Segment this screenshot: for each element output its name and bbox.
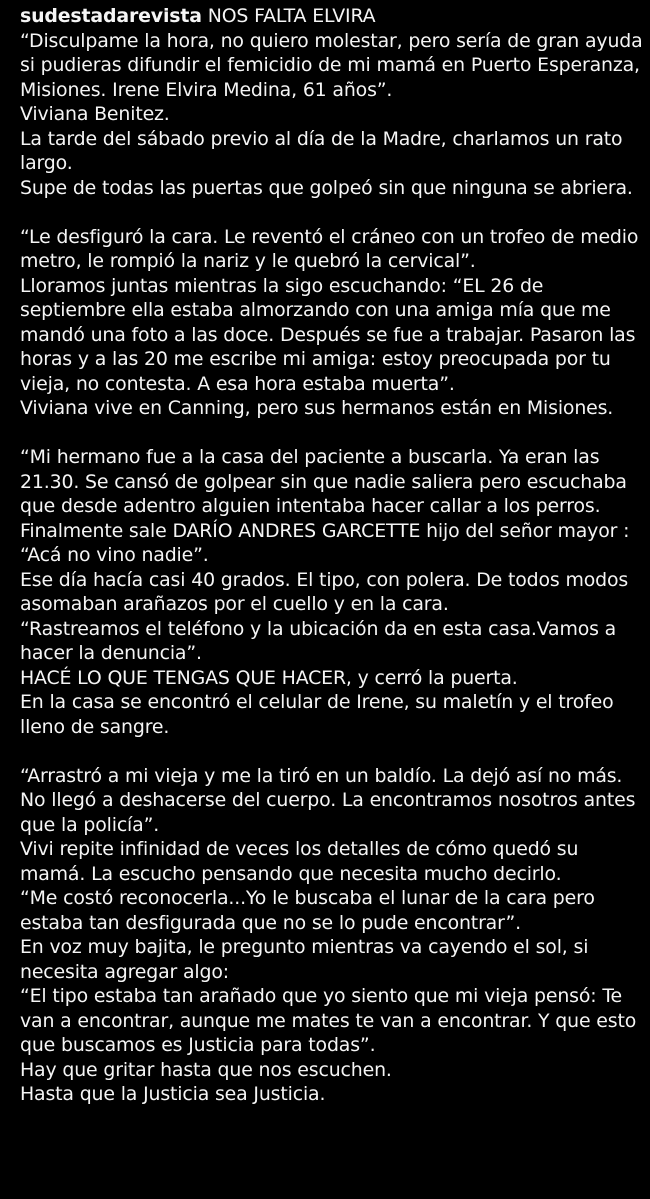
caption-line: “Disculpame la hora, no quiero molestar, pero sería de gran ayuda <box>20 29 643 52</box>
caption-line: Supe de todas las puertas que golpeó sin que ninguna se abriera. <box>20 176 633 199</box>
caption-line: “Arrastró a mi vieja y me la tiró en un baldío. La dejó así no más. <box>20 764 623 787</box>
caption-line: HACÉ LO QUE TENGAS QUE HACER, y cerró la puerta. <box>20 666 518 689</box>
caption-line: Hay que gritar hasta que nos escuchen. <box>20 1058 392 1081</box>
caption-line: En voz muy bajita, le pregunto mientras va cayendo el sol, si <box>20 936 589 958</box>
caption-line: metro, le rompió la nariz y le quebró la cervical”. <box>20 250 476 272</box>
paragraph-gap <box>20 739 644 764</box>
caption-line: “Le desfiguró la cara. Le reventó el cráneo con un trofeo de medio <box>20 225 639 248</box>
caption-line: largo. <box>20 152 73 174</box>
caption-line: mamá. La escucho pensando que necesita mucho decirlo. <box>20 862 562 885</box>
caption-line: Vivi repite infinidad de veces los detalles de cómo quedó su <box>20 838 579 860</box>
caption-line: necesita agregar algo: <box>20 960 229 983</box>
caption-line: septiembre ella estaba almorzando con una amiga mía que me <box>20 299 611 321</box>
caption-line: horas y a las 20 me escribe mi amiga: estoy preocupada por tu <box>20 348 611 370</box>
caption-line: No llegó a deshacerse del cuerpo. La encontramos nosotros antes <box>20 789 636 811</box>
username-link[interactable]: sudestadarevista <box>20 5 202 27</box>
caption-line: que la policía”. <box>20 813 160 836</box>
post-caption <box>20 4 644 1107</box>
caption-headline: NOS FALTA ELVIRA <box>207 5 376 27</box>
caption-line: asomaban arañazos por el cuello y en la cara. <box>20 593 449 615</box>
caption-line: La tarde del sábado previo al día de la Madre, charlamos un rato <box>20 127 623 150</box>
caption-line: Ese día hacía casi 40 grados. El tipo, con polera. De todos modos <box>20 568 629 591</box>
caption-line: vieja, no contesta. A esa hora estaba muerta”. <box>20 372 455 395</box>
caption-line: que desde adentro alguien intentaba hacer callar a los perros. <box>20 495 601 517</box>
caption-line: mandó una foto a las doce. Después se fue a trabajar. Pasaron las <box>20 323 636 346</box>
caption-line: estaba tan desfigurada que no se lo pude encontrar”. <box>20 911 522 934</box>
caption-line: que buscamos es Justicia para todas”. <box>20 1034 376 1056</box>
caption-line: “Acá no vino nadie”. <box>20 544 209 566</box>
caption-line: “Me costó reconocerla...Yo le buscaba el lunar de la cara pero <box>20 887 595 909</box>
caption-line: Misiones. Irene Elvira Medina, 61 años”. <box>20 78 393 101</box>
caption-line: 21.30. Se cansó de golpear sin que nadie saliera pero escuchaba <box>20 470 627 493</box>
caption-line: Hasta que la Justicia sea Justicia. <box>20 1083 326 1105</box>
caption-line: lleno de sangre. <box>20 715 170 738</box>
caption-first-line <box>20 4 644 29</box>
caption-line: si pudieras difundir el femicidio de mi mamá en Puerto Esperanza, <box>20 54 640 76</box>
caption-line: Viviana Benitez. <box>20 103 170 125</box>
caption-line: “El tipo estaba tan arañado que yo siento que mi vieja pensó: Te <box>20 985 623 1007</box>
caption-line: Viviana vive en Canning, pero sus hermanos están en Misiones. <box>20 397 614 419</box>
caption-line: Lloramos juntas mientras la sigo escuchando: “EL 26 de <box>20 274 544 297</box>
caption-line: van a encontrar, aunque me mates te van a encontrar. Y que esto <box>20 1009 637 1032</box>
paragraph-gap <box>20 421 644 446</box>
caption-line: hacer la denuncia”. <box>20 642 202 664</box>
paragraph-gap <box>20 200 644 225</box>
caption-line: “Mi hermano fue a la casa del paciente a buscarla. Ya eran las <box>20 446 600 468</box>
caption-line: En la casa se encontró el celular de Irene, su maletín y el trofeo <box>20 691 614 713</box>
caption-line: “Rastreamos el teléfono y la ubicación da en esta casa.Vamos a <box>20 617 617 640</box>
caption-line: Finalmente sale DARÍO ANDRES GARCETTE hijo del señor mayor : <box>20 519 630 542</box>
